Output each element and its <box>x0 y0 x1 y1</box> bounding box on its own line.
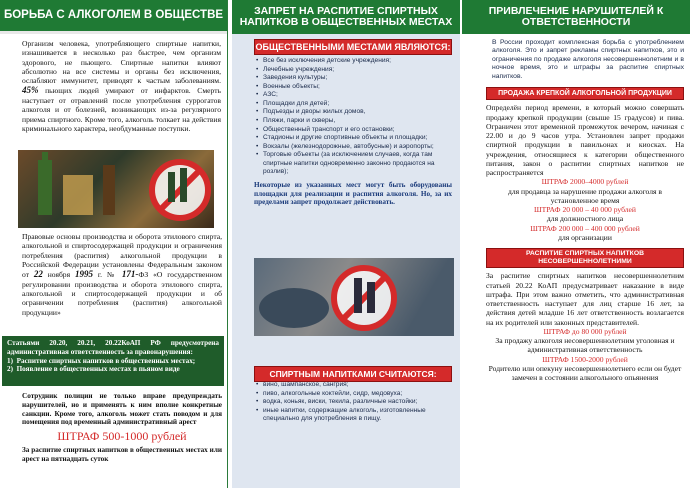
intro-text: В России проходит комплексная борьба с употреблением алкоголя. Это и запрет рекламы спиртных напитков, это и ограничения по продаже алкоголя несовершеннолетним и в ночное время, это и штрафы за распитие спиртных напитков. <box>492 39 684 80</box>
fine3-target: для организации <box>558 232 612 242</box>
sale-text: Определён период времени, в который можно совершать продажу крепкой продукции (свыше 15 градусов) и пива. Ограничен этот временной промежуток вечером, начиная с 22.00 и до 9 часов утра. Установлен запрет продажи спиртной продукции в павильонах и киосках. На учреждения, относящиеся к категории общественного питания, закон о распитии спиртных напитков не распространяется <box>486 103 684 178</box>
column1-title: БОРЬБА С АЛКОГОЛЕМ В ОБЩЕСТВЕ <box>0 0 227 34</box>
intro-text: Организм человека, употребляющего спиртные напитки, изнашивается в несколько раз быстрее, чем организм здорового, не пьющего. Спиртные напитки влияют абсолютно на все системы и органы без исключения, ослабляют иммунитет, приводят к частым заболеваниям. 45% пьющих людей умирают от инфарктов. Смерть наступает от отравлений после употребления суррогатов алкоголя и от болезней, возникающих из-за регулярного приема спиртного. Кроме того, алкоголь толкает на действия криминального характера, необдуманные поступки. <box>22 39 221 133</box>
list-item: • Пляжи, парки и скверы, <box>256 117 454 126</box>
alcohol-bottles-photo <box>18 150 214 228</box>
drinks-heading: СПИРТНЫМ НАПИТКАМИ СЧИТАЮТСЯ: <box>254 366 452 382</box>
list-item: • АЗС; <box>256 91 454 100</box>
list-item: • иные напитки, содержащие алкоголь, изготовленные специально для употребления в пищу. <box>256 407 454 424</box>
list-item: • Все без исключения детские учреждения; <box>256 57 454 66</box>
fine2-target: для должностного лица <box>546 214 624 224</box>
list-item: • Подъезды и дворы жилых домов, <box>256 108 454 117</box>
fine-20000-40000: ШТРАФ 20 000 – 40 000 рублей <box>533 205 636 215</box>
list-item: • водка, коньяк, виски, текила, различные настойки; <box>256 398 454 407</box>
column-responsibility <box>462 0 690 488</box>
fine-200000-400000: ШТРАФ 200 000 – 400 000 рублей <box>530 223 640 233</box>
column2-title: ЗАПРЕТ НА РАСПИТИЕ СПИРТНЫХ НАПИТКОВ В ОБЩЕСТВЕННЫХ МЕСТАХ <box>232 0 460 34</box>
fine4-target: За продажу алкоголя несовершеннолетним уголовная и административная ответственность <box>495 336 675 355</box>
fine-500-1000: ШТРАФ 500-1000 рублей <box>57 429 187 444</box>
list-item: • Военные объекты; <box>256 83 454 92</box>
fine5-target: Родителю или опекуну несовершеннолетнего если он будет замечен в состоянии алкогольного опьянения <box>488 363 682 383</box>
minors-text: За распитие спиртных напитков несовершеннолетним статьей 20.22 КоАП предусматривает наказание в виде штрафа. При этом важно отметить, что административная ответственность наступает для лиц старше 16 лет, за действия детей младше 16 лет ответственность возлагается на их родителей или законных представителей. <box>486 271 684 327</box>
list-item: • Вокзалы (железнодорожные, автобусные) и аэропорты; <box>256 143 454 152</box>
fine-80000: ШТРАФ до 80 000 рублей <box>543 326 627 336</box>
column-fight-alcohol <box>0 0 228 488</box>
places-heading: ОБЩЕСТВЕННЫМИ МЕСТАМИ ЯВЛЯЮТСЯ: <box>254 39 452 55</box>
law-text: Правовые основы производства и оборота этилового спирта, алкогольной и спиртосодержащей продукции и ограничения потребления (распития) алкогольной продукции в Российской Федерации установлены Федеральным законом от 22 ноября 1995 г. № 171-ФЗ «О государственном регулировании производства и оборота этилового спирта, алкогольной и спиртосодержащей продукции и об ограничении потребления (распития) алкогольной продукции» <box>22 232 222 317</box>
list-item: • пиво, алкогольные коктейли, сидр, медовуха; <box>256 390 454 399</box>
fine1-target: для продавца за нарушение продажи алкоголя в установленное время <box>507 186 663 205</box>
column3-title: ПРИВЛЕЧЕНИЕ НАРУШИТЕЛЕЙ К ОТВЕТСТВЕННОСТИ <box>462 0 690 34</box>
list-item: • Общественный транспорт и его остановки; <box>256 126 454 135</box>
koap-item: 1) Распитие спиртных напитков в общественных местах; <box>7 356 196 365</box>
column-public-places <box>232 0 460 488</box>
drinks-list <box>256 381 454 424</box>
koap-item: 2) Появление в общественных местах в пьяном виде <box>7 365 180 374</box>
sale-heading: ПРОДАЖА КРЕПКОЙ АЛКОГОЛЬНОЙ ПРОДУКЦИИ <box>486 87 684 100</box>
koap-intro: Статьями 20.20, 20.21, 20.22КоАП РФ предусмотрена административная ответственность за правонарушения: <box>7 339 219 356</box>
minors-heading: РАСПИТИЕ СПИРТНЫХ НАПИТКОВ НЕСОВЕРШЕННОЛЕТНИМИ <box>486 248 684 268</box>
list-item: • Торговые объекты (за исключением случаев, когда там спиртные напитки одновременно законно продаются на розлив); <box>256 151 454 177</box>
koap-box <box>2 336 224 386</box>
places-list <box>256 57 454 177</box>
fine-2000-4000: ШТРАФ 2000–4000 рублей <box>541 177 629 187</box>
no-drinking-photo <box>254 258 454 336</box>
list-item: • вино, шампанское, сангрия; <box>256 381 454 390</box>
list-item: • Стадионы и другие спортивные объекты и площадки; <box>256 134 454 143</box>
stat-percent: 45% <box>22 85 39 96</box>
list-item: • Заведения культуры; <box>256 74 454 83</box>
places-note: Некоторые из указанных мест могут быть оборудованы площадки для реализации и распития алкоголя. Но, за их пределами запрет продолжает действовать. <box>254 180 452 207</box>
police-text: Сотрудник полиции не только вправе предупреждать нарушителей, но и применять к ним вполне конкретные санкции. Кроме того, алкоголь может стать поводом и для помещения под временный административный арест <box>22 392 222 427</box>
list-item: • Площадки для детей; <box>256 100 454 109</box>
bottom-text: За распитие спиртных напитков в общественных местах или арест на пятнадцать суток <box>22 446 222 463</box>
fine-1500-2000: ШТРАФ 1500-2000 рублей <box>542 354 628 364</box>
list-item: • Лечебные учреждения; <box>256 66 454 75</box>
